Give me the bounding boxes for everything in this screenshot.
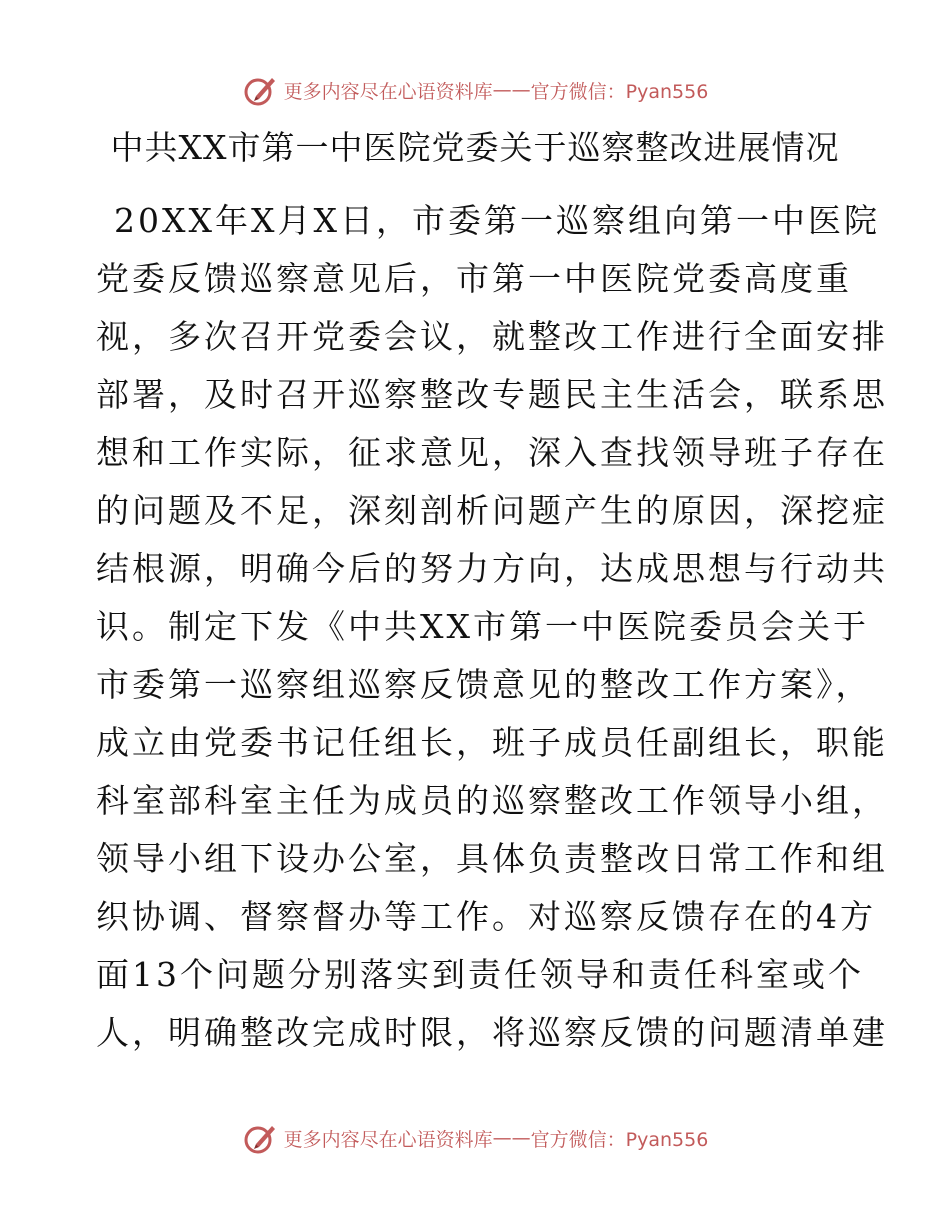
body-line: 织协调、督察督办等工作。对巡察反馈存在的4方 [96, 897, 876, 936]
body-line: 的问题及不足，深刻剖析问题产生的原因，深挖症 [96, 491, 888, 530]
body-line: 人，明确整改完成时限，将巡察反馈的问题清单建 [96, 1013, 888, 1052]
body-line: 结根源，明确今后的努力方向，达成思想与行动共 [96, 549, 888, 588]
body-line: 20XX年X月X日，市委第一巡察组向第一中医院 [114, 201, 880, 240]
body-line: 想和工作实际，征求意见，深入查找领导班子存在 [96, 433, 888, 472]
body-line: 识。制定下发《中共XX市第一中医院委员会关于 [96, 607, 869, 646]
footer-watermark-contact: 官方微信：Pyan556 [530, 1128, 709, 1151]
body-line: 面13个问题分别落实到责任领导和责任科室或个 [96, 955, 864, 994]
document-title: 中共XX市第一中医院党委关于巡察整改进展情况 [110, 128, 840, 167]
footer-watermark [0, 1118, 950, 1158]
body-line: 成立由党委书记任组长，班子成员任副组长，职能 [96, 723, 888, 762]
footer-watermark-text: 更多内容尽在心语资料库 [283, 1128, 493, 1151]
document-body [96, 198, 888, 1068]
header-watermark-contact: 官方微信：Pyan556 [530, 80, 709, 103]
header-watermark [0, 70, 950, 110]
quill-pen-logo-icon [242, 1120, 278, 1156]
body-line: 市委第一巡察组巡察反馈意见的整改工作方案》， [96, 665, 872, 704]
header-watermark-text: 更多内容尽在心语资料库 [283, 80, 493, 103]
body-line: 党委反馈巡察意见后，市第一中医院党委高度重 [96, 259, 852, 298]
quill-pen-logo-icon [242, 72, 278, 108]
body-line: 科室部科室主任为成员的巡察整改工作领导小组， [96, 781, 888, 820]
footer-watermark-separator: —— [492, 1127, 531, 1149]
body-line: 视，多次召开党委会议，就整改工作进行全面安排 [96, 317, 888, 356]
body-line: 部署，及时召开巡察整改专题民主生活会，联系思 [96, 375, 888, 414]
body-line: 领导小组下设办公室，具体负责整改日常工作和组 [96, 839, 888, 878]
header-watermark-separator: —— [492, 79, 531, 101]
